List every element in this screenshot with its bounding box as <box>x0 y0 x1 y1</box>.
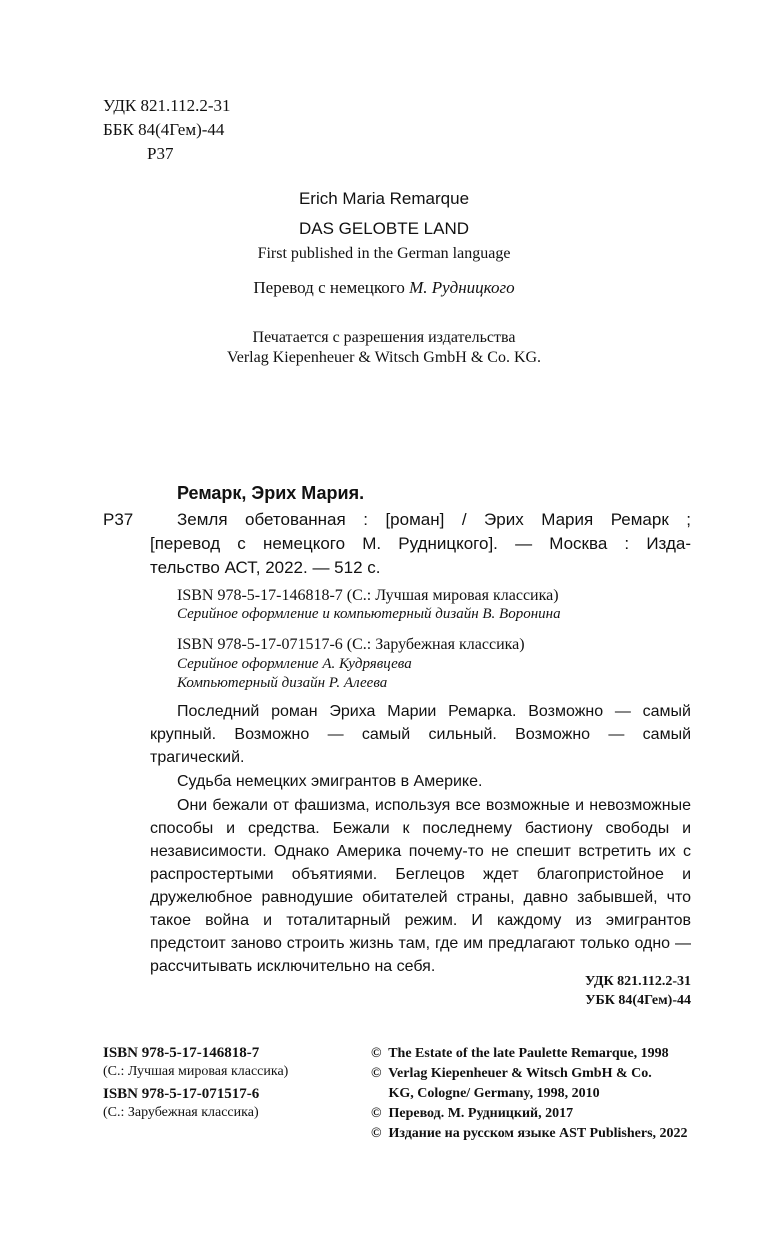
footer-series-2: (С.: Зарубежная классика) <box>103 1105 259 1120</box>
copyright-line-5: © Издание на русском языке AST Publishers, 2022 <box>371 1126 688 1141</box>
catalog-design-2a: Серийное оформление А. Кудрявцева <box>177 656 412 672</box>
udk-code: УДК 821.112.2-31 <box>103 96 231 115</box>
original-published-note: First published in the German language <box>257 245 511 262</box>
annotation-paragraph-2: Судьба немецких эмигрантов в Америке. <box>177 773 483 790</box>
translator-name: М. Рудницкого <box>409 278 515 297</box>
copyright-line-1: © The Estate of the late Paulette Remarque, 1998 <box>371 1046 669 1061</box>
original-title: DAS GELOBTE LAND <box>298 219 470 238</box>
translation-prefix: Перевод с немецкого <box>253 278 405 297</box>
catalog-line-1: Земля обетованная : [роман] / Эрих Мария Ремарк ; <box>177 510 691 529</box>
catalog-design-2b: Компьютерный дизайн Р. Алеева <box>177 675 388 691</box>
catalog-heading: Ремарк, Эрих Мария. <box>177 483 365 503</box>
copyright-line-4: © Перевод. М. Рудницкий, 2017 <box>371 1106 574 1121</box>
catalog-line-3: тельство АСТ, 2022. — 512 с. <box>150 558 381 577</box>
catalog-line-2: [перевод с немецкого М. Рудницкого]. — Москва : Изда- <box>150 534 691 553</box>
annotation-paragraph-3: Они бежали от фашизма, используя все возможные и невозможные способы и средства. Бежали к последнему бастиону свободы и независимости. Однако Америка почему-то не спешит встретить их с распростертыми объятиями. Беглецов ждет благопристойное и дружелюбное равнодушие обитателей страны, давно забывшей, что такое война и тоталитарный режим. И каждому из эмигрантов предстоит заново строить жизнь там, где им предлагают только одно — рассчитывать исключительно на себя. <box>150 797 691 975</box>
catalog-udk: УДК 821.112.2-31 <box>584 974 691 989</box>
translation-credit <box>0 276 768 299</box>
annotation-paragraph-1: Последний роман Эриха Марии Ремарка. Возможно — самый крупный. Возможно — самый сильный. Возможно — самый трагический. <box>150 703 691 766</box>
footer-isbn-1: ISBN 978-5-17-146818-7 <box>103 1045 260 1061</box>
permission-line-1: Печатается с разрешения издательства <box>252 329 516 346</box>
bbk-code: ББК 84(4Гем)-44 <box>103 120 225 139</box>
catalog-design-1: Серийное оформление и компьютерный дизайн В. Воронина <box>177 606 561 622</box>
footer-series-1: (С.: Лучшая мировая классика) <box>103 1064 289 1079</box>
catalog-isbn-1: ISBN 978-5-17-146818-7 (С.: Лучшая мировая классика) <box>177 587 559 604</box>
copyright-line-3: KG, Cologne/ Germany, 1998, 2010 <box>371 1086 600 1101</box>
catalog-isbn-2: ISBN 978-5-17-071517-6 (С.: Зарубежная классика) <box>177 636 525 653</box>
permission-line-2: Verlag Kiepenheuer & Witsch GmbH & Co. KG. <box>226 349 542 366</box>
footer-isbn-2: ISBN 978-5-17-071517-6 <box>103 1086 260 1102</box>
catalog-bbk: УБК 84(4Гем)-44 <box>585 993 691 1008</box>
copyright-line-2: © Verlag Kiepenheuer & Witsch GmbH & Co. <box>371 1066 652 1081</box>
catalog-author-code: Р37 <box>103 510 134 529</box>
original-author: Erich Maria Remarque <box>298 189 470 208</box>
author-code: Р37 <box>147 144 174 163</box>
